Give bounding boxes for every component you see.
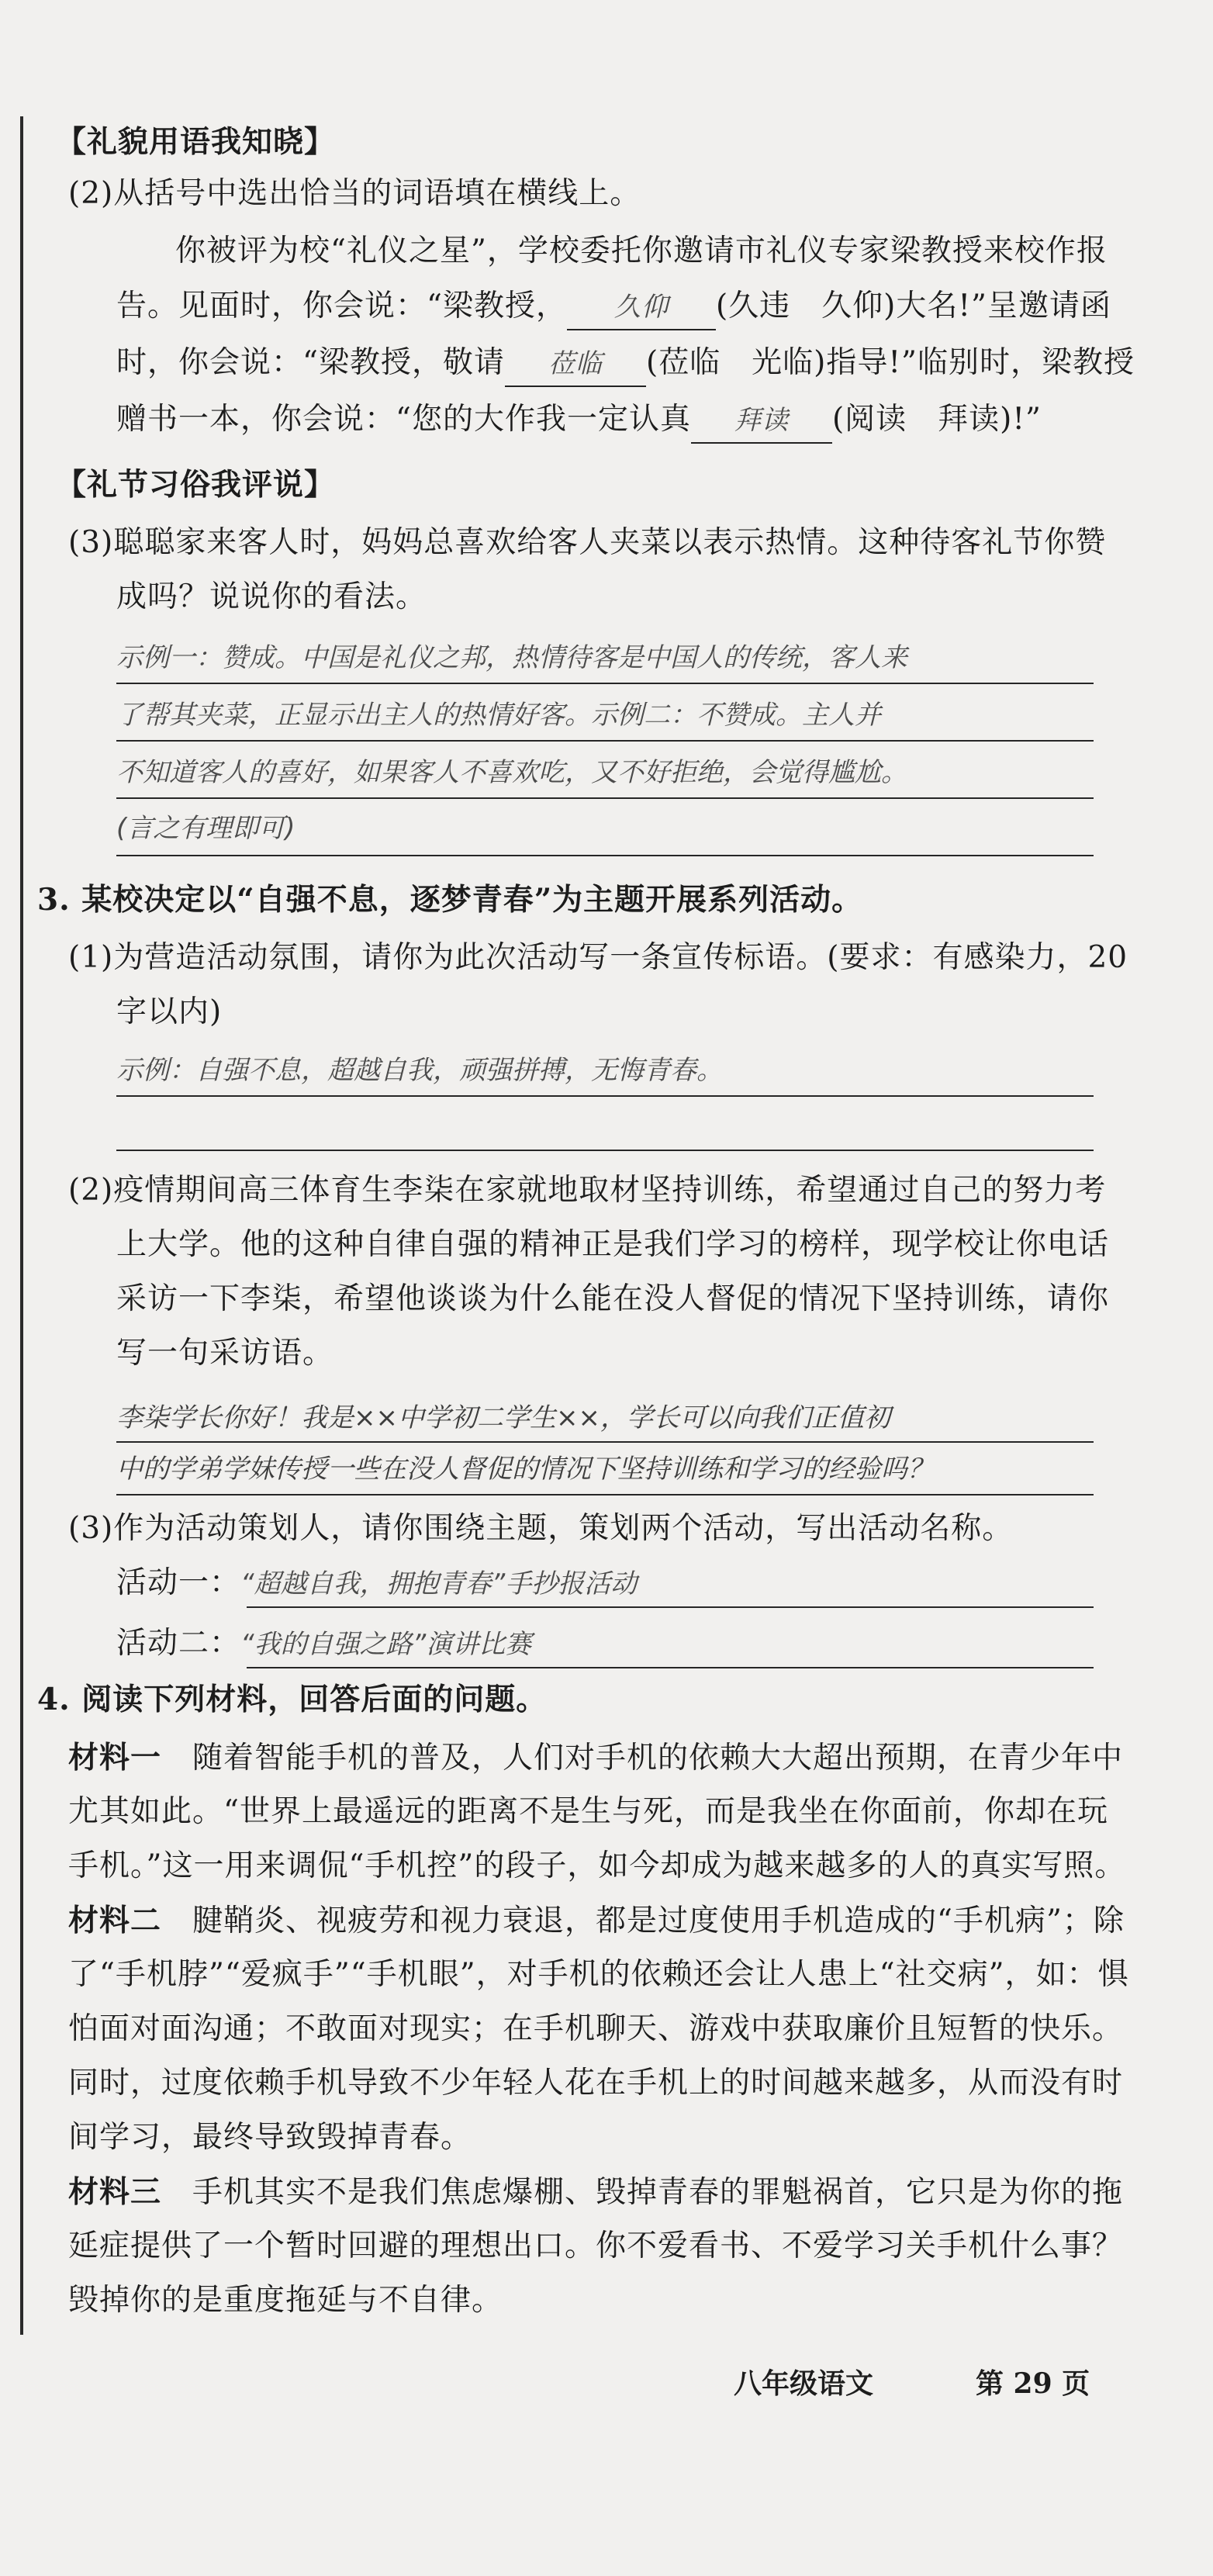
q3-2-prompt-2: 上大学。他的这种自律自强的精神正是我们学习的榜样，现学校让你电话 bbox=[116, 1227, 1110, 1262]
answer-line bbox=[116, 797, 1094, 799]
footer-subject: 八年级语文 bbox=[734, 2367, 874, 2400]
answer-1: 久仰 bbox=[613, 292, 669, 323]
material-1-text-1: 随着智能手机的普及，人们对手机的依赖大大超出预期，在青少年中 bbox=[192, 1741, 1124, 1776]
answer-line bbox=[116, 683, 1094, 684]
q3-2-prompt-1: (2)疫情期间高三体育生李柒在家就地取材坚持训练，希望通过自己的努力考 bbox=[68, 1173, 1107, 1208]
answer-line bbox=[116, 740, 1094, 742]
q3-3-activity-1 bbox=[116, 1561, 637, 1606]
material-2-line-2: 了“手机脖”“爱疯手”“手机眼”，对手机的依赖还会让人患上“社交病”，如：惧 bbox=[68, 1957, 1129, 1992]
q2-2-line-2-text-b: (久违 久仰)大名!”呈邀请函 bbox=[715, 289, 1111, 323]
activity-2-label: 活动二： bbox=[116, 1626, 241, 1661]
q2-2-line-4 bbox=[116, 398, 1042, 444]
material-3-line-3: 毁掉你的是重度拖延与不自律。 bbox=[68, 2283, 503, 2318]
q3-2-prompt-4: 写一句采访语。 bbox=[116, 1336, 334, 1371]
activity-1-answer: “超越自我，拥抱青春”手抄报活动 bbox=[240, 1568, 638, 1599]
answer-blank-2 bbox=[505, 341, 646, 387]
q4-title bbox=[37, 1678, 547, 1722]
answer-blank-3 bbox=[691, 398, 832, 444]
material-3-text-1: 手机其实不是我们焦虑爆棚、毁掉青春的罪魁祸首，它只是为你的拖 bbox=[192, 2175, 1124, 2210]
q2-3-prompt-2: 成吗？说说你的看法。 bbox=[116, 579, 427, 614]
q3-2-answer-1: 李柒学长你好！我是××中学初二学生××，学长可以向我们正值初 bbox=[116, 1402, 890, 1433]
q2-2-line-2 bbox=[116, 285, 1111, 330]
answer-3: 拜读 bbox=[734, 405, 789, 436]
material-1-line-2: 尤其如此。“世界上最遥远的距离不是生与死，而是我坐在你面前，你却在玩 bbox=[68, 1794, 1108, 1829]
q2-2-line-3-text-a: 时，你会说：“梁教授，敬请 bbox=[116, 345, 505, 380]
q2-3-answer-1: 示例一：赞成。中国是礼仪之邦，热情待客是中国人的传统，客人来 bbox=[116, 642, 907, 673]
activity-2-answer: “我的自强之路”演讲比赛 bbox=[240, 1629, 532, 1660]
q3-2-answer-2: 中的学弟学妹传授一些在没人督促的情况下坚持训练和学习的经验吗？ bbox=[116, 1454, 934, 1485]
answer-line bbox=[116, 1150, 1094, 1151]
q2-2-line-3 bbox=[116, 341, 1135, 387]
q2-2-prompt: (2)从括号中选出恰当的词语填在横线上。 bbox=[68, 176, 641, 211]
q2-2-line-3-text-b: (莅临 光临)指导!”临别时，梁教授 bbox=[645, 345, 1135, 380]
q2-3-answer-4: (言之有理即可) bbox=[116, 813, 295, 844]
q2-2-line-1: 你被评为校“礼仪之星”，学校委托你邀请市礼仪专家梁教授来校作报 bbox=[175, 233, 1108, 268]
q2-3-answer-2: 了帮其夹菜，正显示出主人的热情好客。示例二：不赞成。主人并 bbox=[116, 700, 881, 731]
answer-blank-1 bbox=[567, 285, 716, 330]
answer-line bbox=[116, 1441, 1094, 1443]
q4-title-text: 4. 阅读下列材料，回答后面的问题。 bbox=[37, 1682, 548, 1717]
q3-title bbox=[37, 878, 862, 922]
material-3-label: 材料三 bbox=[68, 2174, 162, 2210]
answer-line bbox=[116, 1095, 1094, 1097]
q3-1-prompt-2: 字以内) bbox=[116, 994, 223, 1029]
material-3-line-1 bbox=[68, 2170, 1123, 2215]
material-3-line-2: 延症提供了一个暂时回避的理想出口。你不爱看书、不爱学习关手机什么事？ bbox=[68, 2228, 1124, 2263]
material-1-line-3: 手机。”这一用来调侃“手机控”的段子，如今却成为越来越多的人的真实写照。 bbox=[68, 1848, 1126, 1883]
material-2-line-1 bbox=[68, 1899, 1125, 1943]
q3-2-prompt-3: 采访一下李柒，希望他谈谈为什么能在没人督促的情况下坚持训练，请你 bbox=[116, 1281, 1110, 1316]
material-1-label: 材料一 bbox=[68, 1740, 162, 1776]
material-2-label: 材料二 bbox=[68, 1903, 162, 1938]
material-2-text-1: 腱鞘炎、视疲劳和视力衰退，都是过度使用手机造成的“手机病”；除 bbox=[192, 1903, 1125, 1938]
q3-title-text: 3. 某校决定以“自强不息，逐梦青春”为主题开展系列活动。 bbox=[37, 882, 863, 918]
answer-2: 莅临 bbox=[548, 348, 603, 379]
material-2-line-3: 怕面对面沟通；不敢面对现实；在手机聊天、游戏中获取廉价且短暂的快乐。 bbox=[68, 2011, 1124, 2046]
answer-line bbox=[116, 1494, 1094, 1495]
section-heading-custom: 【礼节习俗我评说】 bbox=[56, 467, 336, 503]
q2-2-line-2-text-a: 告。见面时，你会说：“梁教授， bbox=[116, 289, 567, 323]
q2-3-prompt-1: (3)聪聪家来客人时，妈妈总喜欢给客人夹菜以表示热情。这种待客礼节你赞 bbox=[68, 525, 1107, 560]
q2-3-answer-3: 不知道客人的喜好，如果客人不喜欢吃，又不好拒绝，会觉得尴尬。 bbox=[116, 757, 907, 788]
answer-line bbox=[247, 1606, 1094, 1608]
material-2-line-5: 间学习，最终导致毁掉青春。 bbox=[68, 2120, 472, 2155]
material-2-line-4: 同时，过度依赖手机导致不少年轻人花在手机上的时间越来越多，从而没有时 bbox=[68, 2066, 1124, 2101]
answer-line bbox=[116, 855, 1094, 856]
section-heading-etiquette: 【礼貌用语我知晓】 bbox=[56, 124, 336, 160]
q2-2-line-4-text-b: (阅读 拜读)!” bbox=[831, 402, 1042, 437]
q3-1-prompt-1: (1)为营造活动氛围，请你为此次活动写一条宣传标语。(要求：有感染力，20 bbox=[68, 940, 1128, 975]
q3-3-prompt: (3)作为活动策划人，请你围绕主题，策划两个活动，写出活动名称。 bbox=[68, 1511, 1014, 1546]
activity-1-label: 活动一： bbox=[116, 1565, 241, 1600]
q2-2-line-4-text-a: 赠书一本，你会说：“您的大作我一定认真 bbox=[116, 402, 691, 437]
margin-line bbox=[20, 116, 23, 2335]
material-1-line-1 bbox=[68, 1736, 1123, 1780]
q3-1-answer: 示例：自强不息，超越自我，顽强拼搏，无悔青春。 bbox=[116, 1055, 723, 1086]
footer-page-number: 第 29 页 bbox=[976, 2367, 1090, 2400]
q3-3-activity-2 bbox=[116, 1622, 531, 1666]
answer-line bbox=[247, 1667, 1094, 1668]
